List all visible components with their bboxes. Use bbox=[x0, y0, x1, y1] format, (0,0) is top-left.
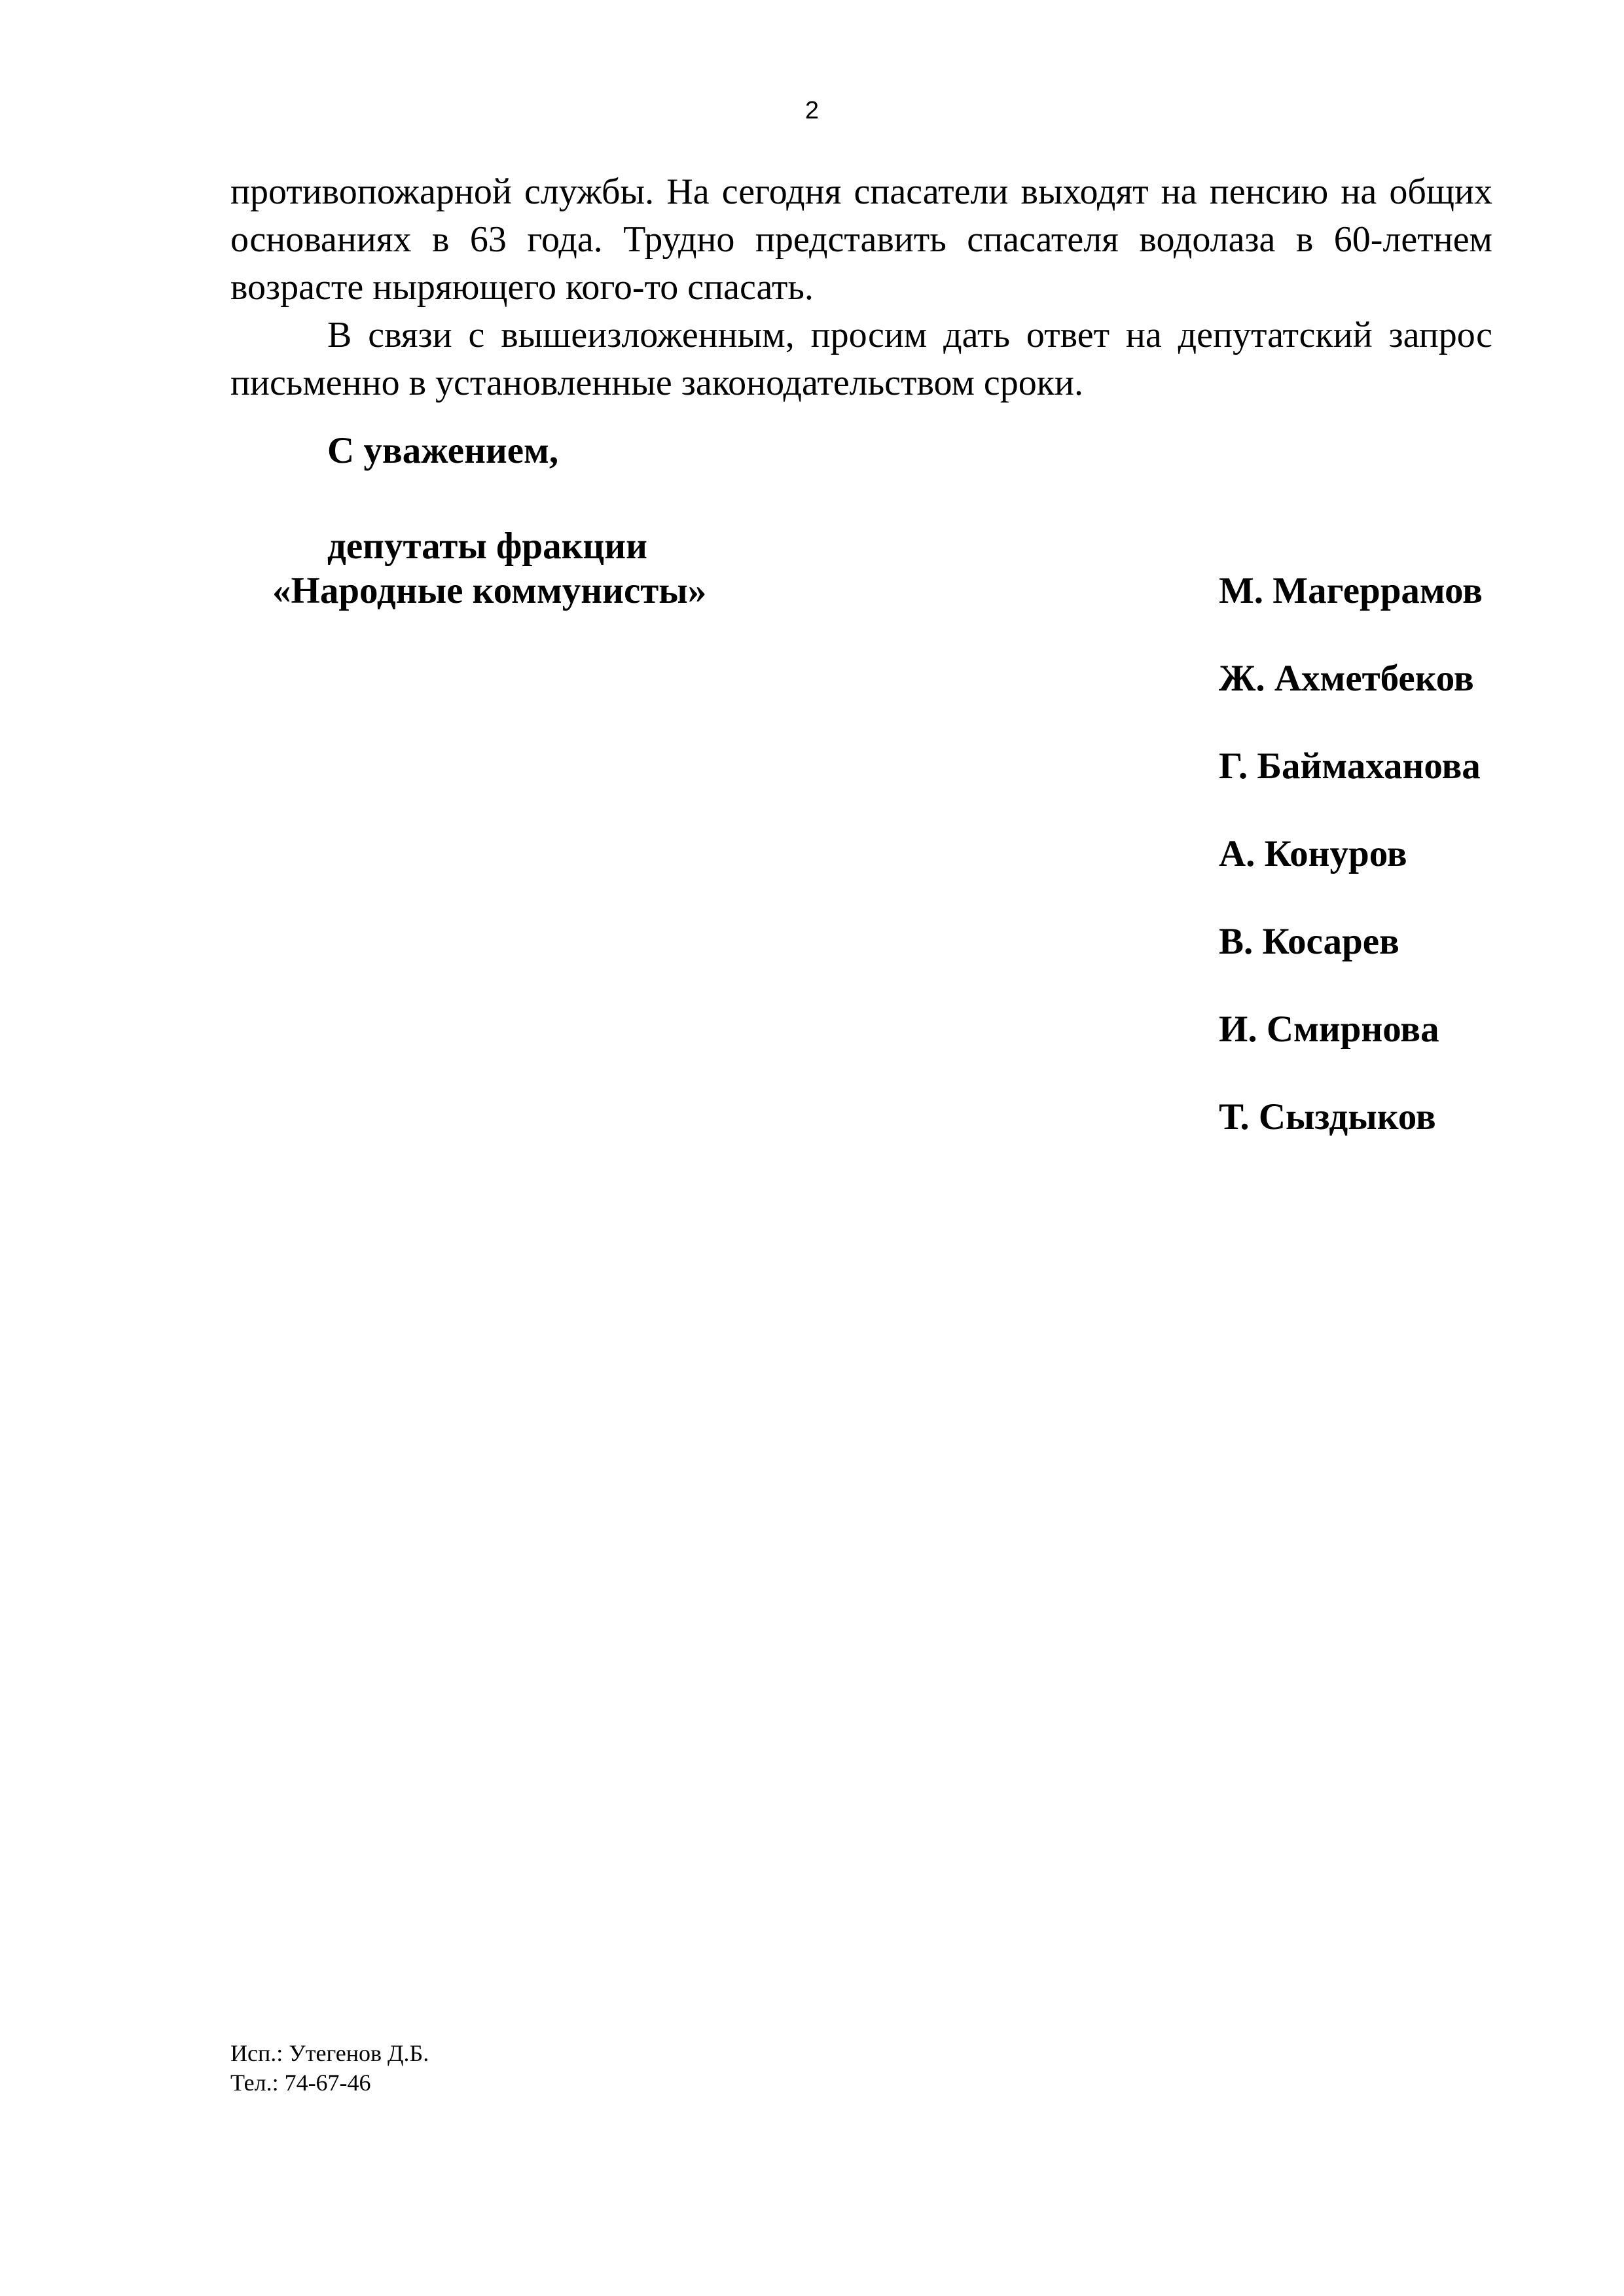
signatory-name: Т. Сыздыков bbox=[1219, 1096, 1436, 1138]
page-number: 2 bbox=[804, 97, 820, 124]
signatory-name: Г. Баймаханова bbox=[1219, 745, 1481, 787]
faction-name: «Народные коммунисты» bbox=[272, 570, 707, 611]
executor-phone: Тел.: 74-67-46 bbox=[230, 2070, 371, 2096]
signatory-name: В. Косарев bbox=[1219, 921, 1399, 962]
executor-name: Исп.: Утегенов Д.Б. bbox=[230, 2040, 429, 2066]
signatory-name: И. Смирнова bbox=[1219, 1009, 1439, 1050]
closing-regards: С уважением, bbox=[327, 430, 559, 471]
body-paragraph: противопожарной службы. На сегодня спасатели выходят на пенсию на общих основаниях в 63 года. Трудно представить спасателя водолаза в 60-летнем возрасте ныряющего кого-то спасать. bbox=[230, 171, 1492, 308]
signatory-name: Ж. Ахметбеков bbox=[1219, 658, 1474, 699]
executor-info bbox=[230, 2039, 429, 2098]
body-paragraph: В связи с вышеизложенным, просим дать ответ на депутатский запрос письменно в установленные законодательством сроки. bbox=[230, 315, 1492, 403]
signatory-list bbox=[1219, 572, 1483, 1186]
letter-body bbox=[230, 168, 1492, 407]
signatory-name: М. Магеррамов bbox=[1219, 570, 1483, 611]
signatory-name: А. Конуров bbox=[1219, 833, 1407, 874]
faction-label: депутаты фракции bbox=[327, 526, 647, 567]
